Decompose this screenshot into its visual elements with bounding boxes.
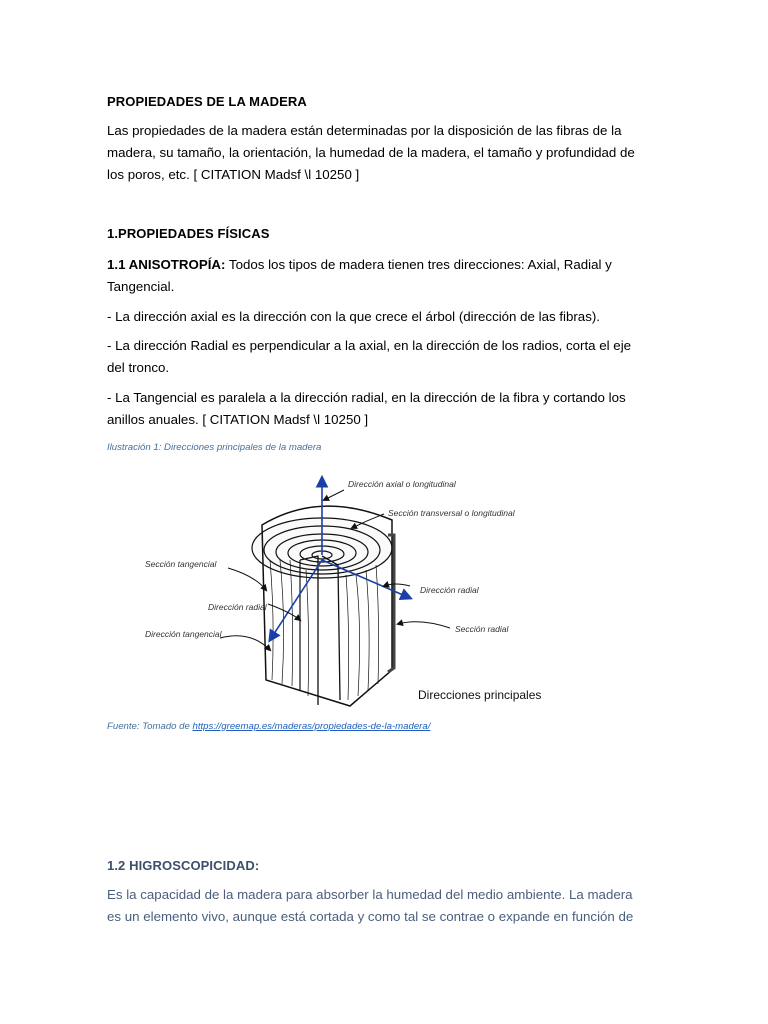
- source-link[interactable]: https://greemap.es/maderas/propiedades-de-la-madera/: [192, 721, 431, 732]
- diagram-title: Direcciones principales: [418, 688, 542, 702]
- label-seccion-radial: Sección radial: [455, 624, 509, 634]
- radial-line: del tronco.: [107, 360, 170, 375]
- label-direccion-radial-right: Dirección radial: [420, 585, 479, 595]
- intro-line: Las propiedades de la madera están determinadas por la disposición de las fibras de la: [107, 123, 622, 138]
- anisotropia-label: 1.1 ANISOTROPÍA:: [107, 257, 226, 272]
- higro-line: Es la capacidad de la madera para absorber la humedad del medio ambiente. La madera: [107, 887, 633, 902]
- intro-line: los poros, etc. [ CITATION Madsf \l 10250 ]: [107, 167, 360, 182]
- section-heading-higroscopicidad: 1.2 HIGROSCOPICIDAD:: [107, 858, 260, 873]
- label-direccion-tangencial: Dirección tangencial: [145, 629, 222, 639]
- higro-line: es un elemento vivo, aunque está cortada y como tal se contrae o expande en función de: [107, 909, 634, 924]
- radial-line: - La dirección Radial es perpendicular a la axial, en la dirección de los radios, corta el eje: [107, 338, 632, 353]
- intro-line: madera, su tamaño, la orientación, la humedad de la madera, el tamaño y profundidad de: [107, 145, 635, 160]
- label-direccion-radial-left: Dirección radial: [208, 602, 267, 612]
- page-title: PROPIEDADES DE LA MADERA: [107, 94, 307, 109]
- tangencial-line: anillos anuales. [ CITATION Madsf \l 10250 ]: [107, 412, 369, 427]
- label-axial: Dirección axial o longitudinal: [348, 479, 456, 489]
- figure-caption: Ilustración 1: Direcciones principales de la madera: [107, 442, 322, 453]
- anisotropia-text-2: Tangencial.: [107, 279, 175, 294]
- source-prefix: Fuente: Tomado de: [107, 721, 193, 732]
- section-heading-fisicas: 1.PROPIEDADES FÍSICAS: [107, 226, 270, 241]
- label-transversal: Sección transversal o longitudinal: [388, 508, 515, 518]
- axial-paragraph: - La dirección axial es la dirección con la que crece el árbol (dirección de las fibras).: [107, 309, 600, 324]
- anisotropia-text: Todos los tipos de madera tienen tres direcciones: Axial, Radial y: [225, 257, 612, 272]
- label-seccion-tangencial: Sección tangencial: [145, 559, 217, 569]
- tangencial-line: - La Tangencial es paralela a la dirección radial, en la dirección de la fibra y cortando los: [107, 390, 626, 405]
